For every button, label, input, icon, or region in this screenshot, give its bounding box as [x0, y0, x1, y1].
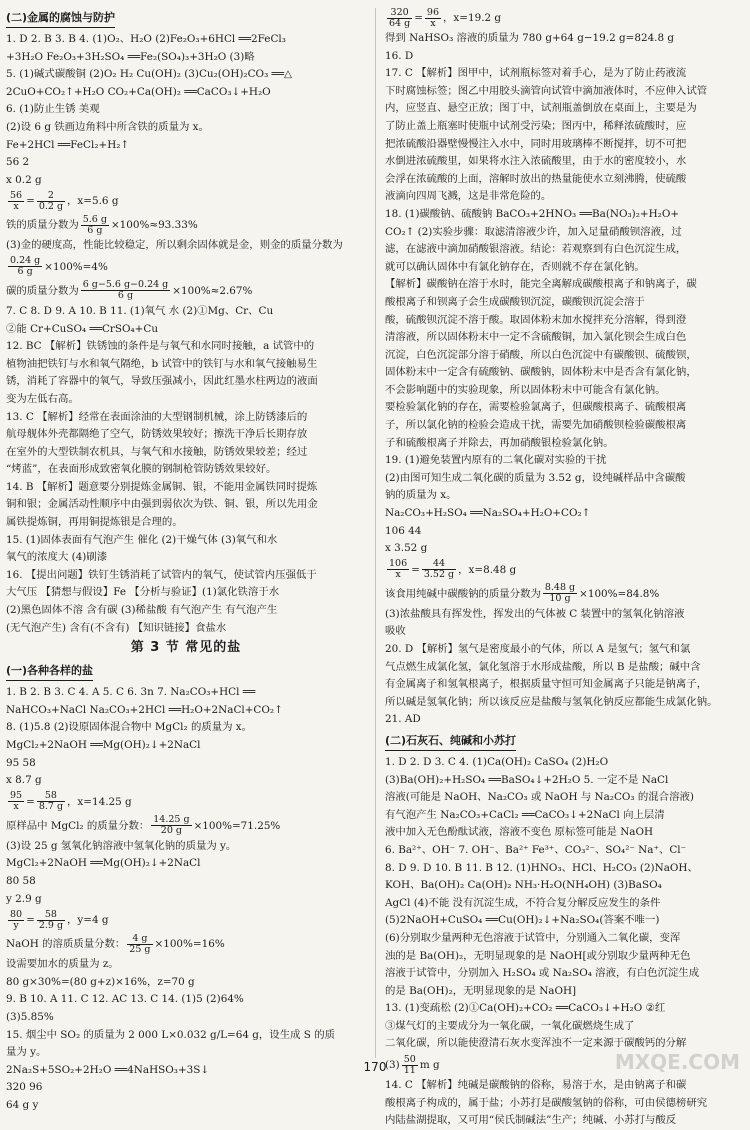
- answer-line: (3)5.85%: [6, 1010, 54, 1023]
- answer-line: 56 2: [6, 156, 30, 169]
- answer-line: 大气压 【猜想与假设】Fe 【分析与验证】(1)氯化铁溶于水: [6, 586, 280, 599]
- answer-line: ②能 Cr+CuSO₄ ══CrSO₄+Cu: [6, 322, 159, 335]
- fraction: [387, 8, 412, 29]
- answer-line: ③煤气灯的主要成分为一氧化碳，一氧化碳燃烧生成了: [385, 1019, 635, 1032]
- answer-line: 二氧化碳，所以能使澄清石灰水变浑浊不一定来源于碳酸钙的分解: [385, 1037, 687, 1050]
- answer-line: 1. B 2. B 3. C 4. A 5. C 6. 3n 7. Na₂CO₃+HCl ══: [6, 686, 256, 699]
- answer-line: 液滴向四周飞溅，这是非常危险的。: [385, 190, 552, 203]
- fraction-numerator: 58: [37, 910, 65, 921]
- answer-line: (3)浓盐酸具有挥发性，挥发出的气体被 C 装置中的氢氧化钠溶液: [385, 607, 685, 620]
- page-number: 170: [363, 1060, 387, 1074]
- fraction-numerator: 44: [422, 559, 456, 570]
- answer-line: 64 g y: [6, 1098, 39, 1111]
- answer-line: 14. B 【解析】题意要分别提炼金属铜、银，不能用金属铁同时提炼: [6, 480, 318, 493]
- answer-line: 5. (1)碱式碳酸铜 (2)O₂ H₂ Cu(OH)₂ (3)Cu₂(OH)₂CO₃ ══△: [6, 68, 293, 81]
- fraction-denominator: 64 g: [389, 17, 411, 29]
- section-heading: (二)石灰石、纯碱和小苏打: [385, 732, 516, 751]
- answer-line: 19. (1)避免装置内原有的二氧化碳对实验的干扰: [385, 454, 607, 467]
- answer-line: (5)2NaOH+CuSO₄ ══Cu(OH)₂↓+Na₂SO₄(答案不唯一): [385, 914, 660, 927]
- fraction: [543, 583, 577, 604]
- watermark: MXQE.COM: [614, 1050, 740, 1074]
- answer-line: 14. C 【解析】纯碱是碳酸钠的俗称，易溶于水，是由钠离子和碳: [385, 1079, 687, 1092]
- answer-line: 钠的质量为 x。: [385, 489, 457, 502]
- answer-line: 所以碱是氢氧化钠；所以该反应是盐酸与氢氧化钠反应都能生成氯化钠。: [385, 695, 718, 708]
- fraction-numerator: 2: [37, 191, 65, 202]
- answer-line: 16. D: [385, 49, 414, 62]
- answer-line: 氧气的浓度大 (4)刷漆: [6, 551, 108, 564]
- answer-line: (2)设 6 g 铁画边角料中所含铁的质量为 x。: [6, 120, 209, 133]
- equation-line: [385, 6, 745, 30]
- answer-line: 航母舰体外壳都隔绝了空气，防锈效果较好；擦洗干净后长期存放: [6, 428, 308, 441]
- equation-line: [6, 213, 366, 237]
- chapter-section-title: 第 3 节 常见的盐: [130, 640, 242, 656]
- answer-line: 8. D 9. D 10. B 11. B 12. (1)HNO₃、HCl、H₂CO₃ (2)NaOH、: [385, 861, 698, 874]
- answer-line: 13. (1)变疏松 (2)①Ca(OH)₂+CO₂ ══CaCO₃↓+H₂O ②红: [385, 1002, 666, 1015]
- fraction-denominator: 6 g: [17, 266, 33, 278]
- answer-line: 子和硫酸根离子并除去，再加硝酸银检验氯化钠。: [385, 436, 614, 449]
- answer-line: 不会影响题中的实验现象，所以固体粉末中可能含有氯化钠。: [385, 383, 666, 396]
- answer-line: MgCl₂+2NaOH ══Mg(OH)₂↓+2NaCl: [6, 739, 201, 751]
- answer-line: 酸根离子构成的，属于盐；小苏打是碳酸氢钠的俗称，可由侯德榜研究: [385, 1096, 708, 1109]
- answer-line: 了防止盖上瓶塞时使瓶中试剂受污染；图丙中，稀释浓硫酸时，应: [385, 119, 687, 132]
- fraction: [37, 791, 65, 812]
- answer-line: x 8.7 g: [6, 774, 42, 787]
- fraction-numerator: 5.6 g: [82, 213, 107, 225]
- equation-text: =: [26, 195, 35, 208]
- equation-text: m g: [419, 1059, 440, 1072]
- equation-text: ×100%=71.25%: [193, 819, 281, 832]
- answer-line: 2CuO+CO₂↑+H₂O CO₂+Ca(OH)₂ ══CaCO₃↓+H₂O: [6, 85, 271, 98]
- fraction-numerator: 95: [10, 790, 23, 802]
- fraction: [425, 8, 441, 29]
- answer-line: 子，所以氯化钠的检验会造成干扰，需要先加硝酸钡检验碳酸根离: [385, 419, 687, 432]
- answer-line: 锈，消耗了容器中的氧气，导致压强减小，因此红墨水柱两边的液面: [6, 375, 318, 388]
- column-divider: [375, 8, 376, 1058]
- answer-line: 6. Ba²⁺、OH⁻ 7. OH⁻、Ba²⁺ Fe³⁺、CO₃²⁻、SO₄²⁻ Na⁺、Cl⁻: [385, 843, 687, 856]
- answer-line: 酸，硫酸钡沉淀不溶于酸。取固体粉末加水搅拌充分溶解，得到澄: [385, 313, 687, 326]
- answer-line: 吸收: [385, 625, 406, 638]
- equation-text: 该食用纯碱中碳酸钠的质量分数为: [385, 587, 541, 600]
- fraction: [37, 910, 65, 931]
- equation-text: =: [414, 12, 423, 24]
- fraction-numerator: 56: [10, 189, 23, 201]
- answer-line: (2)黑色固体不溶 含有碳 (3)稀盐酸 有气泡产生 有气泡产生: [6, 604, 278, 617]
- answer-line: 1. D 2. B 3. B 4. (1)O₂、H₂O (2)Fe₂O₃+6HCl ══2FeCl₃: [6, 33, 286, 45]
- equation-text: 碳的质量分数为: [6, 284, 79, 297]
- fraction-denominator: x: [430, 17, 436, 29]
- equation-line: [6, 908, 366, 932]
- equation-line: [385, 582, 745, 606]
- fraction: [422, 559, 456, 580]
- answer-line: (2)由图可知生成二氧化碳的质量为 3.52 g，设纯碱样品中含碳酸: [385, 471, 686, 484]
- answer-line: 20. D 【解析】氢气是密度最小的气体，所以 A 是氢气；氢气和氯: [385, 643, 691, 655]
- equation-text: ，x=8.48 g: [458, 563, 517, 576]
- fraction-numerator: 96: [426, 6, 440, 18]
- fraction-denominator: 2.9 g: [38, 919, 64, 931]
- equation-text: =: [411, 563, 420, 576]
- answer-line: 内，应竖直、悬空正放；图丁中，试剂瓶盖倒放在桌面上，主要是为: [385, 102, 697, 115]
- answer-line: 要检验氯化钠的存在，需要检验氯离子，但碳酸根离子、硫酸根离: [385, 401, 687, 414]
- answer-line: 会浮在浓硫酸的上面，溶解时放出的热量能使水立刻沸腾，使硫酸: [385, 172, 687, 185]
- equation-text: ×100%≈93.33%: [110, 219, 198, 232]
- answer-line: (3)Ba(OH)₂+H₂SO₄ ══BaSO₄↓+2H₂O 5. 一定不是 NaCl: [385, 773, 669, 786]
- fraction-denominator: 20 g: [160, 825, 182, 837]
- fraction: [8, 791, 24, 812]
- answer-line: AgCl (4)不能 没有沉淀生成，不符合复分解反应发生的条件: [385, 896, 661, 909]
- fraction: [127, 934, 152, 955]
- answer-line: 气点燃生成氯化氢，氯化氢溶于水形成盐酸，所以 B 是盐酸；碱中含: [385, 660, 701, 673]
- answer-line: (无气泡产生) 含有(不含有) 【知识链接】食盐水: [6, 621, 227, 634]
- answer-line: Na₂CO₃+H₂SO₄ ══Na₂SO₄+H₂O+CO₂↑: [385, 507, 591, 520]
- fraction: [81, 280, 171, 301]
- section-heading: (二)金属的腐蚀与防护: [6, 9, 115, 28]
- answer-line: 属铁提炼铜，再用铜提炼银是合理的。: [6, 516, 183, 529]
- answer-line: 溶液于试管中，分别加入 H₂SO₄ 或 Na₂SO₄ 溶液，有白色沉淀生成: [385, 967, 700, 980]
- answer-line: 7. C 8. D 9. A 10. B 11. (1)氧气 水 (2)①Mg、Cr、Cu: [6, 304, 274, 317]
- fraction-denominator: x: [395, 569, 401, 581]
- answer-line: NaHCO₃+NaCl Na₂CO₃+2HCl ══H₂O+2NaCl+CO₂↑: [6, 703, 283, 716]
- fraction-denominator: 11: [403, 1064, 416, 1076]
- equation-text: 原样品中 MgCl₂ 的质量分数：: [6, 819, 150, 832]
- fraction-denominator: 6 g: [87, 224, 103, 236]
- answer-line: 8. (1)5.8 (2)设原固体混合物中 MgCl₂ 的质量为 x。: [6, 721, 253, 734]
- answer-line: 清溶液，所以固体粉末中一定不含硫酸铜，加入氯化钡会生成白色: [385, 331, 687, 344]
- fraction-denominator: y: [13, 919, 19, 931]
- equation-line: [6, 814, 366, 838]
- answer-line: 6. (1)防止生锈 美观: [6, 103, 100, 116]
- fraction: [8, 256, 42, 277]
- answer-line: 有金属离子和氢氧根离子，根据质量守恒可知金属离子只能是钠离子，: [385, 678, 708, 691]
- answer-line: 80 g×30%=(80 g+z)×16%，z=70 g: [6, 975, 195, 988]
- answer-line: +3H₂O Fe₂O₃+3H₂SO₄ ══Fe₂(SO₄)₃+3H₂O (3)略: [6, 50, 255, 63]
- equation-text: ，x=14.25 g: [67, 795, 132, 808]
- answer-line: 设需要加水的质量为 z。: [6, 958, 119, 971]
- answer-line: 固体粉末中一定含有硫酸钠、碳酸钠，固体粉末中是否含有氯化钠，: [385, 366, 697, 379]
- answer-line: 量为 y。: [6, 1046, 47, 1059]
- answer-line: x 3.52 g: [385, 542, 428, 555]
- equation-line: [6, 932, 366, 956]
- fraction-numerator: 50: [403, 1053, 416, 1065]
- fraction: [8, 191, 24, 212]
- equation-text: ，x=19.2 g: [443, 12, 502, 24]
- answer-line: 15. 烟尘中 SO₂ 的质量为 2 000 L×0.032 g/L=64 g，设生成 S 的质: [6, 1028, 335, 1041]
- answer-line: 有气泡产生 Na₂CO₃+CaCl₂ ══CaCO₃↓+2NaCl 向上层清: [385, 808, 665, 821]
- fraction-denominator: 6 g: [117, 290, 134, 302]
- fraction-denominator: x: [13, 200, 19, 212]
- answer-line: 320 96: [6, 1081, 43, 1094]
- fraction-numerator: 14.25 g: [153, 814, 190, 826]
- equation-text: ×100%≈2.67%: [172, 284, 253, 297]
- answer-line: 变为左低右高。: [6, 392, 79, 405]
- fraction-denominator: 0.2 g: [38, 200, 64, 212]
- answer-line: 水倒进浓硫酸里，如果将水注入浓硫酸里，由于水的密度较小，水: [385, 155, 687, 168]
- equation-line: [6, 255, 366, 279]
- answer-line: 【解析】碳酸钠在溶于水时，能完全离解成碳酸根离子和钠离子，碳: [385, 278, 697, 291]
- fraction: [8, 910, 24, 931]
- answer-line: (6)分别取少量两种无色溶液于试管中，分别通入二氧化碳，变浑: [385, 931, 681, 944]
- answer-line: 植物油把铁钉与水和氧气隔绝，b 试管中的铁钉与水和氧气接触易生: [6, 357, 318, 370]
- fraction-numerator: 58: [37, 791, 65, 802]
- answer-line: 18. (1)碳酸钠、硫酸钠 BaCO₃+2HNO₃ ══Ba(NO₃)₂+H₂O+: [385, 207, 680, 220]
- answer-line: 1. D 2. D 3. C 4. (1)Ca(OH)₂ CaSO₄ (2)H₂O: [385, 755, 609, 768]
- answer-line: 2Na₂S+5SO₂+2H₂O ══4NaHSO₃+3S↓: [6, 1063, 210, 1076]
- answer-line: 80 58: [6, 874, 36, 887]
- answer-line: 9. B 10. A 11. C 12. AC 13. C 14. (1)5 (2)64%: [6, 993, 244, 1006]
- equation-text: =: [26, 795, 35, 808]
- fraction-numerator: 106: [389, 558, 408, 570]
- answer-line: 溶液(可能是 NaOH、Na₂CO₃ 或 NaOH 与 Na₂CO₃ 的混合溶液): [385, 791, 694, 804]
- answer-line: (3)设 25 g 氢氧化钠溶液中氢氧化钠的质量为 y。: [6, 839, 237, 852]
- equation-text: 铁的质量分数为: [6, 219, 79, 232]
- answer-line: 得到 NaHSO₃ 溶液的质量为 780 g+64 g−19.2 g=824.8 g: [385, 32, 675, 44]
- fraction: [151, 815, 191, 836]
- fraction-numerator: 8.48 g: [544, 582, 576, 594]
- answer-line: 17. C 【解析】图甲中，试剂瓶标签对着手心，是为了防止药液流: [385, 67, 687, 80]
- equation-line: [6, 279, 366, 303]
- answer-line: 16. 【提出问题】铁钉生锈消耗了试管内的氧气，使试管内压强低于: [6, 568, 317, 581]
- fraction-numerator: 80: [10, 908, 23, 920]
- fraction-numerator: 6 g−5.6 g−0.24 g: [82, 279, 169, 291]
- equation-line: [6, 189, 366, 213]
- answer-line: 下时腐蚀标签；图乙中用胶头滴管向试管中滴加液体时，不应伸入试管: [385, 84, 708, 97]
- fraction-numerator: 4 g: [127, 934, 152, 945]
- answer-line: 95 58: [6, 756, 36, 769]
- equation-text: (3): [385, 1059, 400, 1072]
- answer-line: 在室外的大型铁制农机具，与氧气和水接触，防锈效果较差；经过: [6, 445, 308, 458]
- answer-line: 酸根离子和钡离子会生成碳酸钡沉淀，碳酸钡沉淀会溶于: [385, 295, 645, 308]
- answer-line: 内陆盐湖提取，又可用“侯氏制碱法”生产；纯碱、小苏打与酸反: [385, 1114, 677, 1127]
- answer-line: y 2.9 g: [6, 892, 42, 905]
- equation-text: ×100%=4%: [44, 260, 108, 273]
- fraction: [37, 191, 65, 212]
- answer-line: 就可以确认固体中有氯化钠存在，否则就不存在氯化钠。: [385, 260, 645, 273]
- fraction-denominator: 25 g: [129, 943, 151, 955]
- equation-line: [6, 790, 366, 814]
- fraction-numerator: 320: [387, 8, 412, 19]
- answer-line: CO₂↑ (2)实验步骤：取滤清溶液少许，加入足量硝酸钡溶液，过: [385, 225, 682, 238]
- answer-line: 106 44: [385, 524, 422, 537]
- answer-line: 15. (1)固体表面有气泡产生 催化 (2)干燥气体 (3)氧气和水: [6, 533, 278, 546]
- answer-line: 滤，在滤液中滴加硝酸银溶液。结论：若观察到有白色沉淀生成，: [385, 243, 687, 256]
- answer-line: 21. AD: [385, 713, 421, 726]
- fraction-denominator: x: [13, 801, 19, 813]
- fraction-denominator: 3.52 g: [423, 569, 455, 581]
- answer-line: 13. C 【解析】经常在表面涂油的大型钢制机械，涂上防锈漆后的: [6, 410, 308, 423]
- answer-line: x 0.2 g: [6, 173, 42, 186]
- answer-line: 浊的是 Ba(OH)₂，无明显现象的是 NaOH[或分别取少量两种无色: [385, 949, 691, 962]
- answer-line: MgCl₂+2NaOH ══Mg(OH)₂↓+2NaCl: [6, 857, 201, 870]
- fraction-denominator: 10 g: [549, 593, 571, 605]
- equation-line: [385, 558, 745, 582]
- fraction: [387, 559, 409, 580]
- fraction: [81, 215, 109, 236]
- answer-line: 12. BC 【解析】铁锈蚀的条件是与氧气和水同时接触，a 试管中的: [6, 340, 315, 353]
- answer-line: (3)金的硬度高，性能比较稳定，所以剩余固体就是金，则金的质量分数为: [6, 239, 343, 252]
- answer-line: 铜和银；金属活动性顺序中由强到弱依次为铁、铜、银，所以先用金: [6, 498, 318, 511]
- fraction-numerator: 0.24 g: [10, 255, 41, 267]
- equation-text: =: [26, 914, 35, 927]
- equation-text: ，y=4 g: [67, 914, 109, 927]
- answer-line: 沉淀，白色沉淀部分溶于硝酸，所以白色沉淀中有碳酸钡、硫酸钡，: [385, 348, 697, 361]
- answer-line: KOH、Ba(OH)₂ Ca(OH)₂ NH₃·H₂O(NH₄OH) (3)BaSO₄: [385, 879, 662, 892]
- answer-line: “烤蓝”，在表面形成致密氧化膜的钢制枪管防锈效果较好。: [6, 463, 277, 476]
- equation-text: ，x=5.6 g: [67, 195, 119, 208]
- left-column: [6, 6, 366, 1111]
- answer-line: Fe+2HCl ══FeCl₂+H₂↑: [6, 138, 130, 151]
- section-heading: (一)各种各样的盐: [6, 662, 93, 681]
- equation-text: ×100%=84.8%: [579, 587, 660, 600]
- answer-line: 液中加入无色酚酞试液，溶液不变色 原标签可能是 NaOH: [385, 826, 654, 839]
- answer-line: 把浓硫酸沿器壁慢慢注入水中，同时用玻璃棒不断搅拌，切不可把: [385, 137, 687, 150]
- equation-text: NaOH 的溶质质量分数：: [6, 938, 126, 951]
- equation-text: ×100%=16%: [154, 938, 225, 951]
- fraction-denominator: 8.7 g: [38, 801, 64, 813]
- answer-line: 的是 Ba(OH)₂，无明显现象的是 NaOH]: [385, 984, 577, 997]
